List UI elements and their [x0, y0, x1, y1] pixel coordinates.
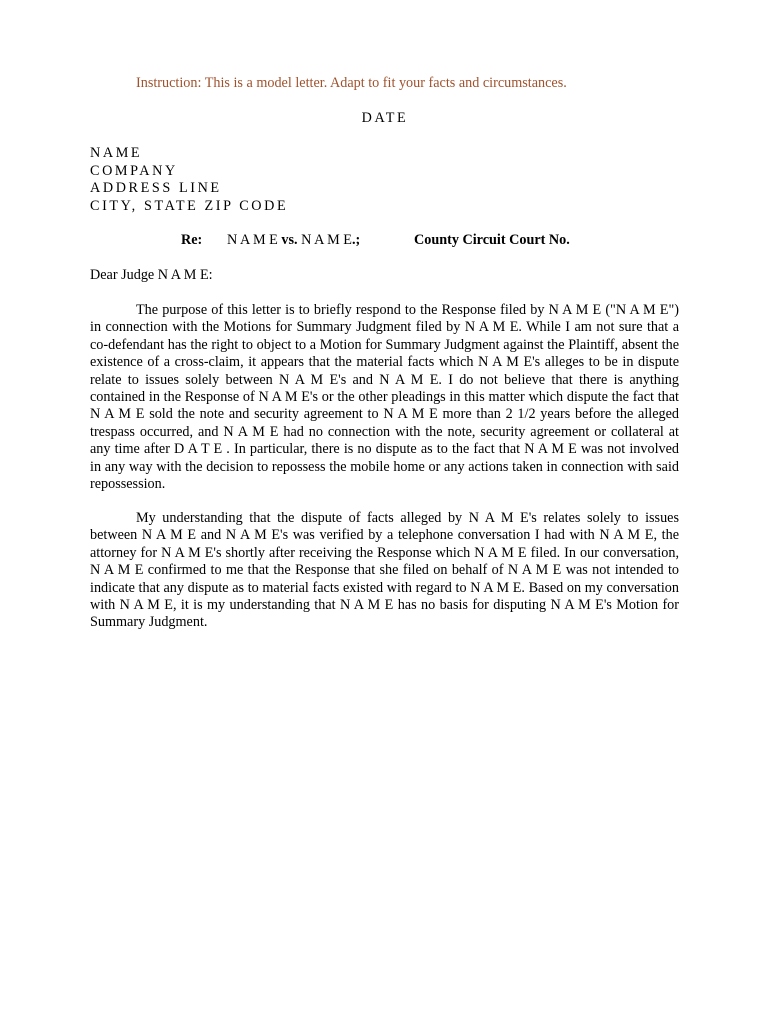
instruction-note: Instruction: This is a model letter. Adapt to fit your facts and circumstances.	[136, 75, 567, 91]
body-paragraph-1: The purpose of this letter is to briefly respond to the Response filed by N A M E ("N A M E") in connection with the Motions for Summary Judgment filed by N A M E. While I am not sure that a co-defendant has the right to object to a Motion for Summary Judgment against the Plaintiff, absent the existence of a cross-claim, it appears that the material facts which N A M E's alleges to be in dispute relate to issues solely between N A M E's and N A M E. I do not believe that there is anything contained in the Response of N A M E's or the other pleadings in this matter which dispute the fact that N A M E sold the note and security agreement to N A M E more than 2 1/2 years before the alleged trespass occurred, and N A M E had no connection with the note, security agreement or collateral at any time after D A T E . In particular, there is no dispute as to the fact that N A M E was not involved in any way with the decision to repossess the mobile home or any actions taken in connection with said repossession.	[90, 302, 679, 493]
reference-vs: vs.	[277, 232, 302, 248]
reference-party-1: N A M E	[227, 232, 278, 248]
body-paragraph-2: My understanding that the dispute of facts alleged by N A M E's relates solely to issues between N A M E and N A M E's was verified by a telephone conversation I had with N A M E, the attorney for N A M E's shortly after receiving the Response which N A M E filed. In our conversation, N A M E confirmed to me that the Response that she filed on behalf of N A M E was not intended to indicate that any dispute as to material facts existed with regard to N A M E. Based on my conversation with N A M E, it is my understanding that N A M E has no basis for disputing N A M E's Motion for Summary Judgment.	[90, 510, 679, 631]
reference-parties	[227, 232, 360, 249]
reference-separator: .;	[351, 232, 361, 248]
reference-line	[0, 232, 770, 250]
recipient-address-line: ADDRESS LINE	[90, 180, 222, 196]
salutation: Dear Judge N A M E:	[90, 267, 213, 283]
reference-party-2: N A M E	[301, 232, 352, 248]
letter-date: DATE	[361, 110, 409, 126]
recipient-address-block	[90, 145, 288, 215]
recipient-city-state-zip: CITY, STATE ZIP CODE	[90, 197, 289, 214]
reference-court: County Circuit Court No.	[414, 232, 570, 248]
recipient-company: COMPANY	[90, 162, 178, 179]
recipient-name: NAME	[90, 145, 143, 161]
reference-label: Re:	[181, 232, 203, 248]
